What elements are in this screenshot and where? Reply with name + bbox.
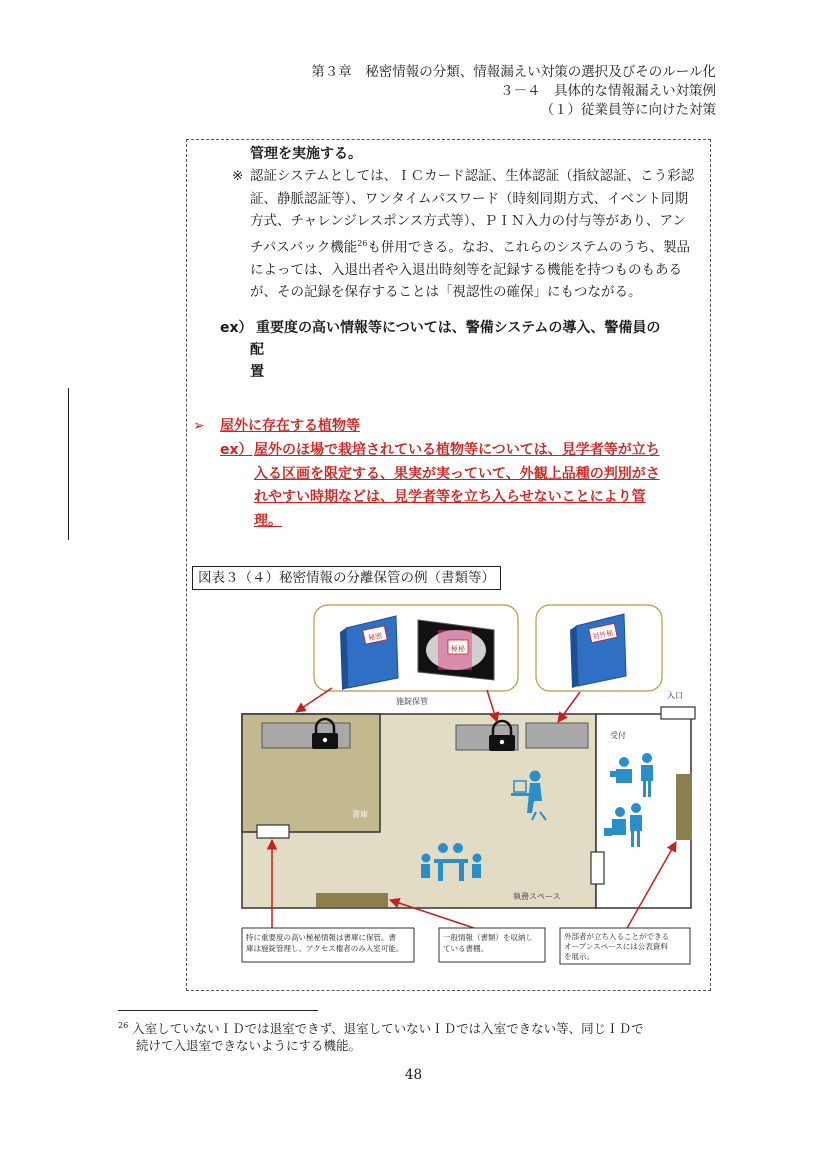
ex1-line: 重要度の高い情報等については、警備システムの導入、警備員の	[256, 320, 661, 336]
note1-line1: 特に重要度の高い極秘情報は書庫に保管。書	[246, 933, 396, 942]
general-bookshelf	[316, 893, 388, 907]
note2-line1: 一般情報（書類）を収納し	[443, 933, 533, 942]
note-line: によっては、入退出者や入退出時刻等を記録する機能を持つものもある	[250, 261, 682, 278]
page-number: 48	[404, 1067, 423, 1083]
section-header: ３－４ 具体的な情報漏えい対策例	[500, 83, 716, 99]
archive-door	[257, 825, 289, 838]
workspace-label: 執務スペース	[513, 892, 561, 901]
bullet-arrow-icon: ➢	[193, 418, 205, 434]
arrow-to-archive-cabinet	[296, 688, 332, 712]
ex2-label: ex）	[220, 442, 253, 458]
footnote-line: 続けて入退室できないようにする機能。	[136, 1038, 362, 1054]
note-mark: ※	[232, 168, 244, 184]
footnote-number: 26	[118, 1021, 129, 1030]
binder-secret-tag: 秘密	[367, 631, 384, 643]
binder-confidential-tag: 対外秘	[591, 628, 615, 642]
binder-topsecret-tag: 極秘	[451, 645, 465, 653]
ex2-line: 理。	[254, 512, 282, 529]
note3-line2: オープンスペースには公表資料	[564, 942, 668, 951]
lock-storage-label: 施錠保管	[396, 697, 428, 706]
ex2-line: れやすい時期などは、見学者等を立ち入らせないことにより管	[254, 489, 646, 505]
ex1-line: 置	[250, 364, 264, 380]
footnote-line: 入室していないＩＤでは退室できず、退室していないＩＤでは入室できない等、同じＩＤで	[132, 1021, 644, 1037]
reception-door	[591, 852, 604, 884]
note-line: 認証システムとしては、ＩＣカード認証、生体認証（指紋認証、こう彩認	[250, 168, 695, 184]
reception-label: 受付	[610, 731, 626, 740]
note-line-part: チパスバック機能	[250, 239, 358, 255]
ex1-label: ex）	[220, 320, 253, 336]
public-display-shelf	[676, 774, 692, 840]
binder-topsecret-icon	[418, 620, 494, 680]
note-line-part: も併用できる。なお、これらのシステムのうち、製品	[367, 239, 691, 255]
note1-line2: 庫は施錠管理し、アクセス権者のみ入室可能。	[246, 944, 404, 953]
entrance-door	[661, 707, 695, 719]
binder-secret-icon	[340, 616, 398, 690]
note-line: 証、静脈認証等）、ワンタイムパスワード（時刻同期方式、イベント同期	[250, 190, 688, 207]
ex1-line: 配	[250, 342, 264, 358]
footnote-rule	[118, 1010, 318, 1011]
ex2-line: 屋外のほ場で栽培されている植物等については、見学者等が立ち	[254, 442, 660, 458]
management-line: 管理を実施する。	[250, 146, 362, 162]
note-line: 方式、チャレンジレスポンス方式等）、ＰＩＮ入力の付与等があり、アン	[250, 213, 686, 229]
ex2-line: 入る区画を限定する、果実が実っていて、外観上品種の判別がさ	[254, 465, 660, 482]
note3-line1: 外部者が立ち入ることができる	[564, 932, 669, 941]
note-line: が、その記録を保存することは「視認性の確保」にもつながる。	[250, 284, 642, 300]
note3-line3: を展示。	[564, 952, 594, 961]
binder-confidential-icon	[570, 614, 626, 688]
footnote	[118, 1017, 718, 1054]
entrance-label: 入口	[667, 691, 683, 700]
archive-label: 書庫	[352, 810, 368, 819]
footnote-ref[interactable]: 26	[357, 238, 368, 248]
subsection-header: （１）従業員等に向けた対策	[540, 102, 716, 118]
figure-caption: 図表３（４）秘密情報の分離保管の例（書類等）	[192, 566, 501, 590]
note2-line2: ている書棚。	[443, 944, 488, 953]
chapter-header: 第３章 秘密情報の分類、情報漏えい対策の選択及びそのルール化	[311, 64, 716, 80]
workspace-cabinet-open	[526, 723, 588, 748]
bullet-title: 屋外に存在する植物等	[220, 418, 360, 434]
